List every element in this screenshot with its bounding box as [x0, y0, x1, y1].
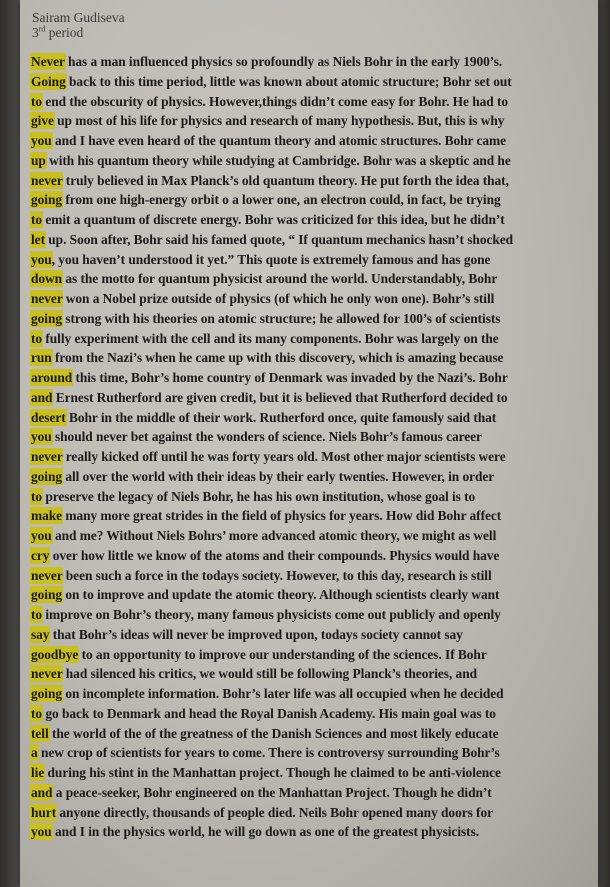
- highlighted-first-word: hurt: [31, 804, 57, 820]
- essay-line: [31, 783, 594, 803]
- line-text: up. Soon after, Bohr said his famed quote, “ If quantum mechanics hasn’t shocked: [44, 231, 514, 247]
- line-text: Bohr in the middle of their work. Rutherford once, quite famously said that: [65, 409, 497, 425]
- line-text: the world of the of the greatness of the Danish Sciences and most likely educate: [48, 725, 499, 741]
- essay-line: [31, 52, 594, 72]
- line-text: , you haven’t understood it yet.” This quote is extremely famous and has gone: [51, 251, 491, 267]
- essay-line: [31, 427, 594, 447]
- line-text: to an opportunity to improve our understanding of the sciences. If Bohr: [78, 646, 487, 662]
- highlighted-first-word: you: [31, 251, 52, 267]
- line-text: a peace-seeker, Bohr engineered on the Manhattan Project. Though he didn’t: [52, 784, 492, 800]
- essay-line: [31, 664, 594, 684]
- essay-line: [31, 566, 594, 586]
- highlighted-first-word: to: [31, 488, 43, 504]
- essay-line: [31, 743, 594, 763]
- highlighted-first-word: never: [31, 172, 63, 188]
- essay-line: [31, 526, 594, 546]
- period-suffix: rd: [38, 24, 46, 34]
- line-text: emit a quantum of discrete energy. Bohr was criticized for this idea, but he didn’t: [42, 212, 505, 227]
- essay-line: [31, 803, 594, 823]
- line-text: go back to Denmark and head the Royal Danish Academy. His main goal was to: [42, 705, 496, 721]
- essay-line: [31, 605, 594, 625]
- line-text: truly believed in Max Planck’s old quantum theory. He put forth the idea that,: [62, 172, 509, 188]
- highlighted-first-word: going: [31, 587, 63, 603]
- highlighted-first-word: never: [31, 449, 63, 464]
- highlighted-first-word: going: [31, 686, 63, 701]
- line-text: over how little we know of the atoms and their compounds. Physics would have: [49, 547, 500, 563]
- highlighted-first-word: run: [31, 350, 52, 366]
- highlighted-first-word: desert: [31, 409, 66, 425]
- essay-line: [31, 250, 594, 270]
- highlighted-first-word: cry: [31, 547, 50, 563]
- highlighted-first-word: up: [31, 152, 46, 168]
- highlighted-first-word: and: [31, 784, 53, 800]
- period-number: 3: [32, 25, 39, 40]
- line-text: on incomplete information. Bohr’s later life was all occupied when he decided: [62, 686, 504, 701]
- highlighted-first-word: never: [31, 567, 63, 583]
- highlighted-first-word: never: [31, 291, 63, 306]
- essay-line: [31, 684, 594, 704]
- highlighted-first-word: lie: [31, 765, 45, 780]
- line-text: and me? Without Niels Bohrs’ more advanced atomic theory, we might as well: [51, 528, 497, 543]
- highlighted-first-word: never: [31, 666, 63, 682]
- essay-line: [31, 368, 594, 388]
- essay-line: [31, 269, 594, 289]
- document-header: [32, 10, 125, 40]
- essay-line: [31, 171, 594, 191]
- highlighted-first-word: to: [31, 607, 43, 622]
- line-text: had silenced his critics, we would still be following Planck’s theories, and: [62, 666, 477, 682]
- essay-line: [31, 309, 594, 329]
- essay-line: [31, 289, 594, 309]
- line-text: on to improve and update the atomic theory. Although scientists clearly want: [62, 587, 500, 603]
- line-text: from the Nazi’s when he came up with this discovery, which is amazing because: [51, 350, 504, 366]
- highlighted-first-word: you: [31, 528, 52, 543]
- line-text: from one high-energy orbit o a lower one, an electron could, in fact, be trying: [62, 192, 501, 208]
- highlighted-first-word: tell: [31, 725, 49, 741]
- essay-line: [31, 506, 594, 526]
- line-text: really kicked off until he was forty years old. Most other major scientists were: [62, 449, 506, 464]
- line-text: fully experiment with the cell and its many components. Bohr was largely on the: [42, 330, 499, 346]
- highlighted-first-word: going: [31, 468, 63, 484]
- line-text: and I in the physics world, he will go down as one of the greatest physicists.: [51, 824, 480, 840]
- highlighted-first-word: to: [31, 212, 43, 227]
- essay-line: [31, 467, 594, 487]
- essay-line: [31, 487, 594, 507]
- line-text: should never bet against the wonders of science. Niels Bohr’s famous career: [51, 429, 482, 445]
- line-text: and I have even heard of the quantum theory and atomic structures. Bohr came: [51, 133, 506, 148]
- author-name: Sairam Gudiseva: [32, 10, 125, 25]
- highlighted-first-word: make: [31, 508, 63, 524]
- highlighted-first-word: give: [31, 113, 54, 129]
- highlighted-first-word: you: [31, 824, 52, 840]
- highlighted-first-word: let: [31, 231, 45, 247]
- essay-line: [31, 348, 594, 368]
- essay-line: [31, 822, 594, 842]
- period-word: period: [45, 25, 84, 40]
- highlighted-first-word: and: [31, 389, 53, 405]
- line-text: strong with his theories on atomic structure; he allowed for 100’s of scientists: [62, 310, 501, 326]
- line-text: anyone directly, thousands of people died. Neils Bohr opened many doors for: [56, 804, 494, 820]
- essay-line: [31, 190, 594, 210]
- highlighted-first-word: say: [31, 626, 50, 642]
- line-text: as the motto for quantum physicist around the world. Understandably, Bohr: [62, 271, 498, 287]
- highlighted-first-word: Going: [31, 73, 66, 89]
- essay-line: [31, 447, 594, 467]
- line-text: this time, Bohr’s home country of Denmark was invaded by the Nazi’s. Bohr: [72, 370, 508, 385]
- highlighted-first-word: you: [31, 133, 52, 148]
- essay-line: [31, 131, 594, 151]
- essay-line: [31, 151, 594, 171]
- line-text: with his quantum theory while studying at Cambridge. Bohr was a skeptic and he: [45, 152, 511, 168]
- essay-line: [31, 388, 594, 408]
- highlighted-first-word: to: [31, 330, 43, 346]
- line-text: all over the world with their ideas by their early twenties. However, in order: [62, 468, 495, 484]
- essay-line: [31, 546, 594, 566]
- essay-line: [31, 72, 594, 92]
- essay-line: [31, 92, 594, 112]
- highlighted-first-word: going: [31, 310, 63, 326]
- essay-line: [31, 763, 594, 783]
- highlighted-first-word: around: [31, 370, 73, 385]
- highlighted-first-word: a: [31, 745, 38, 761]
- line-text: new crop of scientists for years to come. There is controversy surrounding Bohr’s: [37, 745, 500, 761]
- line-text: end the obscurity of physics. However,things didn’t come easy for Bohr. He had to: [42, 93, 509, 109]
- paper-sheet: [20, 0, 598, 887]
- line-text: won a Nobel prize outside of physics (of which he only won one). Bohr’s still: [62, 291, 495, 306]
- highlighted-first-word: to: [31, 705, 43, 721]
- essay-line: [31, 329, 594, 349]
- line-text: preserve the legacy of Niels Bohr, he has his own institution, whose goal is to: [42, 488, 476, 504]
- essay-line: [31, 625, 594, 645]
- line-text: Ernest Rutherford are given credit, but it is believed that Rutherford decided to: [52, 389, 508, 405]
- line-text: that Bohr’s ideas will never be improved upon, todays society cannot say: [49, 626, 463, 642]
- line-text: has a man influenced physics so profoundly as Niels Bohr in the early 1900’s.: [64, 54, 503, 69]
- essay-line: [31, 724, 594, 744]
- essay-line: [31, 585, 594, 605]
- line-text: improve on Bohr’s theory, many famous physicists come out publicly and openly: [42, 607, 501, 622]
- highlighted-first-word: going: [31, 192, 63, 208]
- highlighted-first-word: goodbye: [31, 646, 79, 662]
- line-text: many more great strides in the field of physics for years. How did Bohr affect: [62, 508, 502, 524]
- essay-line: [31, 704, 594, 724]
- highlighted-first-word: down: [31, 271, 63, 287]
- essay-body: [31, 52, 594, 842]
- highlighted-first-word: you: [31, 429, 52, 445]
- class-period: [32, 25, 125, 40]
- line-text: during his stint in the Manhattan project. Though he claimed to be anti-violence: [44, 765, 501, 780]
- essay-line: [31, 230, 594, 250]
- line-text: been such a force in the todays society. However, to this day, research is still: [62, 567, 492, 583]
- essay-line: [31, 210, 594, 230]
- line-text: up most of his life for physics and research of many hypothesis. But, this is why: [53, 113, 505, 129]
- highlighted-first-word: Never: [31, 54, 65, 69]
- highlighted-first-word: to: [31, 93, 43, 109]
- essay-line: [31, 111, 594, 131]
- essay-line: [31, 408, 594, 428]
- essay-line: [31, 645, 594, 665]
- line-text: back to this time period, little was known about atomic structure; Bohr set out: [65, 73, 512, 89]
